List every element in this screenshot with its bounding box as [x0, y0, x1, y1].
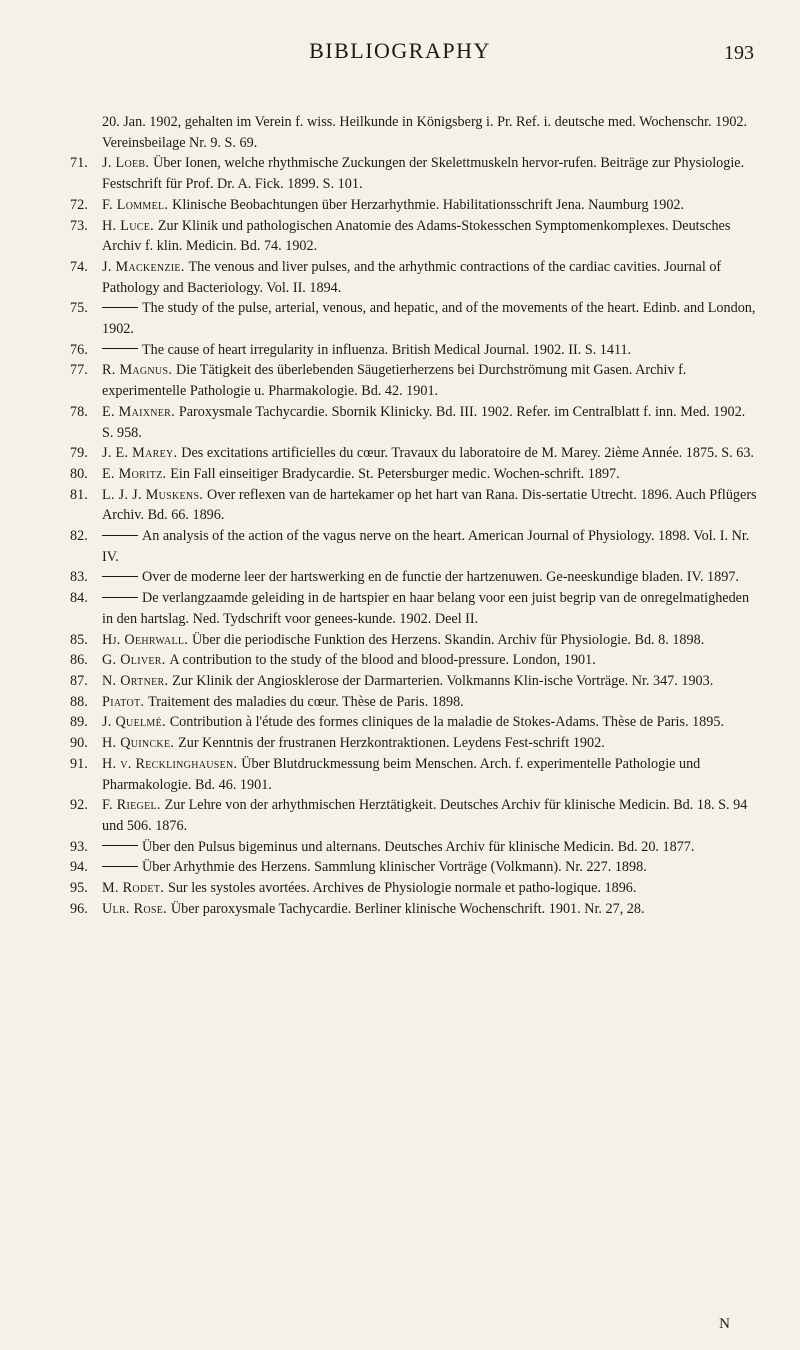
- bibliography-entry: [70, 464, 760, 485]
- bibliography-entry: [70, 878, 760, 899]
- entry-number: 87.: [70, 672, 88, 689]
- bibliography-entry: [70, 340, 760, 361]
- bibliography-entry: [70, 257, 760, 298]
- entry-text: Über Arhythmie des Herzens. Sammlung klinischer Vorträge (Volkmann). Nr. 227. 1898.: [142, 859, 647, 876]
- bibliography-entry: [70, 712, 760, 733]
- bibliography-entry: [70, 216, 760, 257]
- entry-author: N. Ortner.: [102, 672, 173, 689]
- entry-text: Zur Kenntnis der frustranen Herzkontraktionen. Leydens Fest-schrift 1902.: [178, 735, 605, 752]
- entry-number: 90.: [70, 735, 88, 752]
- bibliography-entry: [70, 630, 760, 651]
- bibliography-entry: [70, 692, 760, 713]
- bibliography-entry: [70, 650, 760, 671]
- entry-text: Zur Lehre von der arhythmischen Herztätigkeit. Deutsches Archiv für klinische Medicin. Bd. 18. S. 94 und 506. 1876.: [102, 797, 748, 834]
- entry-number: 92.: [70, 797, 88, 814]
- entry-text: Over reflexen van de hartekamer op het hart van Rana. Dis-sertatie Utrecht. 1896. Auch Pflügers Archiv. Bd. 66. 1896.: [102, 486, 757, 524]
- bibliography-entry: [70, 485, 760, 526]
- entry-text: Des excitations artificielles du cœur. Travaux du laboratoire de M. Marey. 2ième Année. 1875. S. 63.: [181, 445, 754, 462]
- entry-number: 86.: [70, 652, 88, 669]
- bibliography-entry: [70, 443, 760, 464]
- entry-number: 93.: [70, 838, 88, 855]
- entry-number: 79.: [70, 445, 88, 462]
- entry-author: R. Magnus.: [102, 362, 177, 379]
- bibliography-entry: [70, 754, 760, 795]
- entry-author: E. Maixner.: [102, 403, 179, 420]
- bibliography-entry: [70, 899, 760, 920]
- running-title: BIBLIOGRAPHY: [309, 38, 491, 63]
- page-header: [0, 38, 800, 78]
- entry-author: H. Quincke.: [102, 735, 179, 752]
- entry-text: The venous and liver pulses, and the arhythmic contractions of the cardiac cavities. Journal of Pathology and Bacteriology. Vol. II. 1894.: [102, 258, 722, 296]
- entry-author: J. E. Marey.: [102, 445, 182, 462]
- entry-text: The study of the pulse, arterial, venous, and hepatic, and of the movements of the heart. Edinb. and London, 1902.: [102, 300, 756, 338]
- ditto-dash: [102, 535, 138, 536]
- entry-text: A contribution to the study of the blood and blood-pressure. London, 1901.: [169, 652, 596, 669]
- entry-text: Die Tätigkeit des überlebenden Säugetierherzens bei Durchströmung mit Gasen. Archiv f. experimentelle Pathologie u. Pharmakologie. Bd. 42. 1901.: [102, 362, 687, 400]
- bibliography-entry: [70, 402, 760, 443]
- entry-number: 81.: [70, 486, 88, 503]
- entry-number: 94.: [70, 859, 88, 876]
- bibliography-entry: [70, 526, 760, 567]
- entry-text: Klinische Beobachtungen über Herzarhythmie. Habilitationsschrift Jena. Naumburg 1902.: [172, 196, 685, 213]
- entry-author: Hj. Oehrwall.: [102, 631, 192, 648]
- bibliography-entry: [70, 733, 760, 754]
- entry-text: Über paroxysmale Tachycardie. Berliner klinische Wochenschrift. 1901. Nr. 27, 28.: [170, 900, 645, 917]
- entry-number: 85.: [70, 631, 88, 648]
- entry-author: E. Moritz.: [102, 465, 171, 482]
- ditto-dash: [102, 576, 138, 577]
- signature-mark: N: [719, 1316, 730, 1332]
- bibliography-entry: [70, 671, 760, 692]
- entry-number: 71.: [70, 155, 88, 172]
- entry-list: [70, 153, 760, 919]
- entry-text: Over de moderne leer der hartswerking en de functie der hartzenuwen. Ge-neeskundige bladen. IV. 1897.: [142, 569, 739, 586]
- entry-text: An analysis of the action of the vagus nerve on the heart. American Journal of Physiology. 1898. Vol. I. Nr. IV.: [102, 528, 750, 565]
- bibliography-entry: [70, 360, 760, 401]
- entry-number: 76.: [70, 341, 88, 358]
- entry-author: J. Mackenzie.: [102, 258, 189, 275]
- ditto-dash: [102, 597, 138, 598]
- bibliography-entry: [70, 857, 760, 878]
- entry-author: F. Riegel.: [102, 797, 165, 814]
- bibliography-entry: [70, 153, 760, 194]
- entry-text: Über die periodische Funktion des Herzens. Skandin. Archiv für Physiologie. Bd. 8. 1898.: [192, 631, 705, 648]
- entry-text: Über Ionen, welche rhythmische Zuckungen der Skelettmuskeln hervor-rufen. Beiträge zur Physiologie. Festschrift für Prof. Dr. A. Fick. 1899. S. 101.: [102, 155, 745, 193]
- entry-text: Sur les systoles avortées. Archives de Physiologie normale et patho-logique. 1896.: [167, 880, 637, 897]
- entry-text: Paroxysmale Tachycardie. Sbornik Klinicky. Bd. III. 1902. Refer. im Centralblatt f. inn. Med. 1902. S. 958.: [102, 403, 746, 441]
- entry-number: 84.: [70, 590, 88, 607]
- entry-author: Ulr. Rose.: [102, 900, 171, 917]
- entry-text: De verlangzaamde geleiding in de hartspier en haar belang voor een juist begrip van de onregelmatigheden in den hartslag. Ned. Tydschrift voor genees-kunde. 1902. Deel II.: [102, 590, 750, 627]
- entry-author: M. Rodet.: [102, 880, 168, 897]
- ditto-dash: [102, 307, 138, 308]
- entry-number: 95.: [70, 880, 88, 897]
- entry-text: Über Blutdruckmessung beim Menschen. Arch. f. experimentelle Pathologie und Pharmakologie. Bd. 46. 1901.: [102, 755, 701, 793]
- entry-number: 74.: [70, 258, 88, 275]
- bibliography-entry: [70, 195, 760, 216]
- ditto-dash: [102, 866, 138, 867]
- entry-text: Zur Klinik der Angiosklerose der Darmarterien. Volkmanns Klin-ische Vorträge. Nr. 347. 1903.: [172, 672, 714, 689]
- entry-number: 88.: [70, 693, 88, 710]
- bibliography-entry: [70, 795, 760, 836]
- entry-number: 77.: [70, 362, 88, 379]
- entry-number: 73.: [70, 217, 88, 234]
- entry-author: H. v. Recklinghausen.: [102, 755, 242, 772]
- entry-text: Ein Fall einseitiger Bradycardie. St. Petersburger medic. Wochen-schrift. 1897.: [170, 465, 620, 482]
- entry-author: F. Lommel.: [102, 196, 173, 213]
- entry-number: 80.: [70, 465, 88, 482]
- ditto-dash: [102, 845, 138, 846]
- entry-author: J. Quelmé.: [102, 714, 170, 731]
- entry-author: G. Oliver.: [102, 652, 170, 669]
- ditto-dash: [102, 348, 138, 349]
- entry-text: Traitement des maladies du cœur. Thèse de Paris. 1898.: [148, 693, 464, 710]
- entry-author: H. Luce.: [102, 217, 158, 234]
- page-number: 193: [724, 42, 754, 64]
- entry-text: The cause of heart irregularity in influenza. British Medical Journal. 1902. II. S. 1411.: [142, 341, 632, 358]
- entry-number: 78.: [70, 403, 88, 420]
- bibliography-entry: [70, 567, 760, 588]
- entry-text: Zur Klinik und pathologischen Anatomie des Adams-Stokesschen Symptomenkomplexes. Deutsches Archiv f. klin. Medicin. Bd. 74. 1902.: [102, 217, 731, 255]
- bibliography-list: [70, 112, 760, 919]
- entry-number: 75.: [70, 300, 88, 317]
- entry-number: 72.: [70, 196, 88, 213]
- bibliography-entry: [70, 298, 760, 339]
- entry-author: J. Loeb.: [102, 155, 154, 172]
- bibliography-entry: [70, 837, 760, 858]
- entry-author: L. J. J. Muskens.: [102, 486, 207, 503]
- entry-number: 82.: [70, 528, 88, 545]
- entry-number: 83.: [70, 569, 88, 586]
- entry-text: Über den Pulsus bigeminus und alternans. Deutsches Archiv für klinische Medicin. Bd. 20. 1877.: [142, 838, 695, 855]
- entry-number: 89.: [70, 714, 88, 731]
- entry-number: 91.: [70, 755, 88, 772]
- bibliography-entry: [70, 588, 760, 629]
- entry-number: 96.: [70, 900, 88, 917]
- continued-entry: 20. Jan. 1902, gehalten im Verein f. wiss. Heilkunde in Königsberg i. Pr. Ref. i. deutsche med. Wochenschr. 1902. Vereinsbeilage Nr. 9. S. 69.: [102, 114, 748, 151]
- entry-author: Piatot.: [102, 693, 149, 710]
- entry-text: Contribution à l'étude des formes cliniques de la maladie de Stokes-Adams. Thèse de Paris. 1895.: [169, 714, 725, 731]
